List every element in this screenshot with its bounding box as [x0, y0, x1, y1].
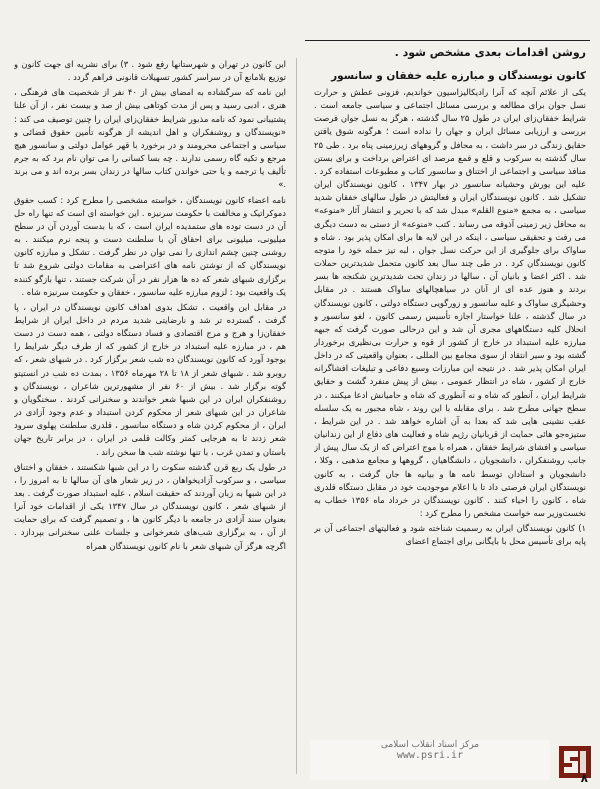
top-rule	[305, 40, 590, 41]
watermark-title: مرکز اسناد انقلاب اسلامی	[380, 740, 480, 750]
left-paragraph-4: در مقابل این واقعیت ، تشکل بدوی اهداف کانون نویسندگان در ایران ، پا گرفت ، گسترده تر شد و نارضایتی شدید مردم در داخل ایران از شرایط خفقان‌زا و هرج و مرج اقتصادی و فساد دستگاه دولتی ، همه دست در دست هم ، در مبارزه علیه استبداد در خارج از کشور که از طرف دیگر شرایط را بوجود آورد که کانون نویسندگان ده شب شعر برگزار کرد . در شبهای شعر ، که روبرو شد . شبهای شعر از ۱۸ تا ۲۸ مهرماه ۱۳۵۶ ، بمدت ده شب در انستیتو گوته برگزار شد . بیش از ۶۰ نفر از مشهورترین شاعران ، نویسندگان و روشنفکران ایران در این شبها شعر خواندند و سخنرانی کردند . سخنگویان و شاعران در این شبهای شعر از محکوم کردن استبداد و عدم وجود آزادی در ایران ، از محکوم کردن شاه و دستگاه سانسور ، قلدری سلطنت پهلوی سرود شعر زدند تا به هرجایی کمتر وکالت قلمی در ایران ، در برابر تاریخ جهان باستان و تمدن غرب ، با تنها نوشته شب ها سخن راند .	[14, 301, 286, 457]
left-text-column	[14, 58, 286, 774]
right-text-column	[314, 86, 586, 752]
page-number: ۸	[580, 771, 588, 785]
left-paragraph-1: این کانون در تهران و شهرستانها رفع شود . ۳) برای نشریه ای جهت کانون و توزیع بلامانع آن در سراسر کشور تسهیلات قانونی فراهم گردد .	[14, 59, 286, 83]
left-paragraph-5: در طول یک ربع قرن گذشته سکوت را در این شبها شکستند ، خفقان و اختناق سیاسی ، و سرکوب آزادیخواهان ، در زیر شعار های آن سالها تا به امروز را ، در این شبها به زبان آوردند که حقیقت اسلام ، علیه استبداد صورت گرفت . بعد از شبهای شعر ، کانون نویسندگان در سال ۱۳۴۷ یکی از اقدامات خود آنرا بعنوان سند آزادی در جامعه با دیگر کانون ها ، و تصمیم گرفت که برای حمایت از آن ، به برگزاری شب‌های شعرخوانی و جلسات علنی سخنرانی بپردازد . اگرچه هرگز آن شبهای شعر با نام کانون نویسندگان همراه	[14, 461, 286, 551]
left-paragraph-2: این نامه که سرگشاده به امضای بیش از ۴۰ نفر از شخصیت های فرهنگی ، هنری ، ادبی رسید و پس از مدت کوتاهی بیش از صد و بیست نفر ، از آن علنا پشتیبانی نمود که نامه مذبور شرایط خفقان‌زای ایران را چنین توصیف می کند : «نویسندگان و روشنفکران و اهل اندیشه از هرگونه تأمین حقوق قضائی و سیاسی و اجتماعی محرومند و در برخورد با قهر عوامل دولتی و سانسور هیچ مرجع و تکیه گاه رسمی ندارند . چه بسا کسانی را می توان نام برد که به جرم تألیف یا ترجمه و یا حتی خواندن کتاب سالها در زندان بسر برده اند و می برند .»	[14, 87, 286, 190]
column-divider	[296, 58, 297, 774]
watermark-site: www.psri.ir	[396, 750, 464, 761]
header-continuation-text: روشن اقدامات بعدی مشخص شود .	[394, 46, 586, 59]
left-paragraph-3: نامه اعضاء کانون نویسندگان ، خواسته مشخصی را مطرح کرد : کسب حقوق دموکراتیک و مخالفت با حکومت سرنیزه . این خواسته ای است که تنها راه حل آن در دست توده های ستمدیده ایران است ، که با بدست آوردن آن در سطح میلیونی، میلیونی برای احقاق آن با سلطنت دست و پنجه نرم میکنند . به روشنی چنین چشم اندازی را نمی توان در نظر گرفت . تشکل و مبارزه کانون نویسندگان که از نوشتن نامه های اعتراضی به مقامات دولتی شروع شد تا برگزاری شبهای شعر که ده ها هزار نفر در آن شرکت جستند ، تنها بازگو کننده یک واقعیت بود : لزوم مبارزه علیه سانسور ، خفقان و حکومت سرنیزه شاه .	[14, 194, 286, 297]
archive-watermark	[310, 740, 550, 780]
right-paragraph-2: ۱) کانون نویسندگان ایران به رسمیت شناخته شود و فعالیتهای اجتماعی آن بر پایه برای تأسیس محل با بایگانی برای اجتماع اعضای	[314, 523, 586, 547]
right-paragraph-1: یکی از علائم آنچه که آنرا رادیکالیزاسیون خواندیم، فزونی عطش و حرارت نسل جوان برای مطالعه و بررسی مسائل اجتماعی و سیاسی جامعه است . شرایط خفقان‌زای ایران در طول ۲۵ سال گذشته ، هرگز به نسل جوان فرصت بررسی و ارزیابی مسائل ایران و جهان را نداده است ؛ هرگونه شوق یافتن حقایق زندگی در سر داشت ، به محافل و گروههای زیرزمینی پناه برد . طی ۲۵ سال گذشته به سرکوب و قلع و قمع مرصد ای اعتراض برداخت و برای بستن منافذ سیاسی و اجتماعی از اختناق و سانسور کتاب و مطبوعات استفاده کرد . علیه این یورش وحشیانه سانسور در بهار ۱۳۴۷ ، کانون نویسندگان ایران تشکیل شد . کانون نویسندگان ایران و فعالیتش در طول سالهای خفقان شدید سیاسی ، به مجمع «منوع القلم» مبدل شد که با تحریر و انتشار آثار «منوعه» به محافل زیر زمینی آذوقه می رساند . کتب «منوعه» از دستی به دست دیگری می رفت و تحقیقی سیاسی ، اینکه در این لایه ها برای امکان پذیر بود . شاه و ساواک برای جلوگیری از این حرکت نسل جوان ، لبه تیز حمله خود را متوجه کانون نویسندگان کرد . در طی چند سال بعد کانون متحمل شدیدترین حملات شد . اکثر اعضا و بانیان آن ، سالها در زندان تحت شدیدترین شکنجه ها بسر بردند و هنوز عده ای از آنان در سیاهچالهای ساواک هستند . در مقابل وحشیگری ساواک و علیه سانسور و زورگویی دستگاه دولتی ، کانون نویسندگان در سال گذشته ، علنا خواستار اجازه تأسیس رسمی کانون ، لغو سانسور و انحلال کلیه دستگاههای مجری آن شد و این درحالی صورت گرفت که جبهه مبارزه علیه استبداد در خارج از کشور از قوه و حرارت بی‌نظیری برخوردار گشته بود و سیر انتقاد از سوی مجامع بین المللی ، بعنوان واقعیتی که در داخل ایران امکان پذیر شد . در نتیجه این مبارزات وسیع دفاعی و تبلیغات افشاگرانه خارج از کشور ، شاه در انتظار عمومی ، بیش از پیش منفرد گشت و حقایق شرایط ایران ، آنطور که شاه و نه آنطوری که شاه و حامیانش ادعا میکنند ، در سطح جهانی مطرح شد . برای مقابله با این روند ، شاه مجبور به یک سلسله عقب نشینی هایی شد که بعدا به آن اشاره خواهد شد . در این شرایط ، ستیزه‌جو هائی حمایت از قربانیان رژیم شاه و فعالیت های دفاع از این زندانیان سیاسی و افشای شرایط خفقان ، همراه با موج اعتراض که از یک سال پیش از جانب روشنفکران ، دانشجویان ، دانشگاهیان ، گروهها و مجامع مذهبی ، وکلا ، دانشجویان و استادان توسط نامه ها و بیانیه ها جان گرفت ، به کانون نویسندگان ایران فرصتی داد تا با اعلام موجودیت خود در مقابل دستگاه قلدری شاه ، کانون را احیاء کنند . کانون نویسندگان در خرداد ماه ۱۳۵۶ خطاب به نخست‌وزیر سه خواست مشخص را مطرح کرد :	[314, 87, 586, 518]
section-title: کانون نویسندگان و مبارزه علیه خفقان و سانسور	[331, 70, 586, 82]
